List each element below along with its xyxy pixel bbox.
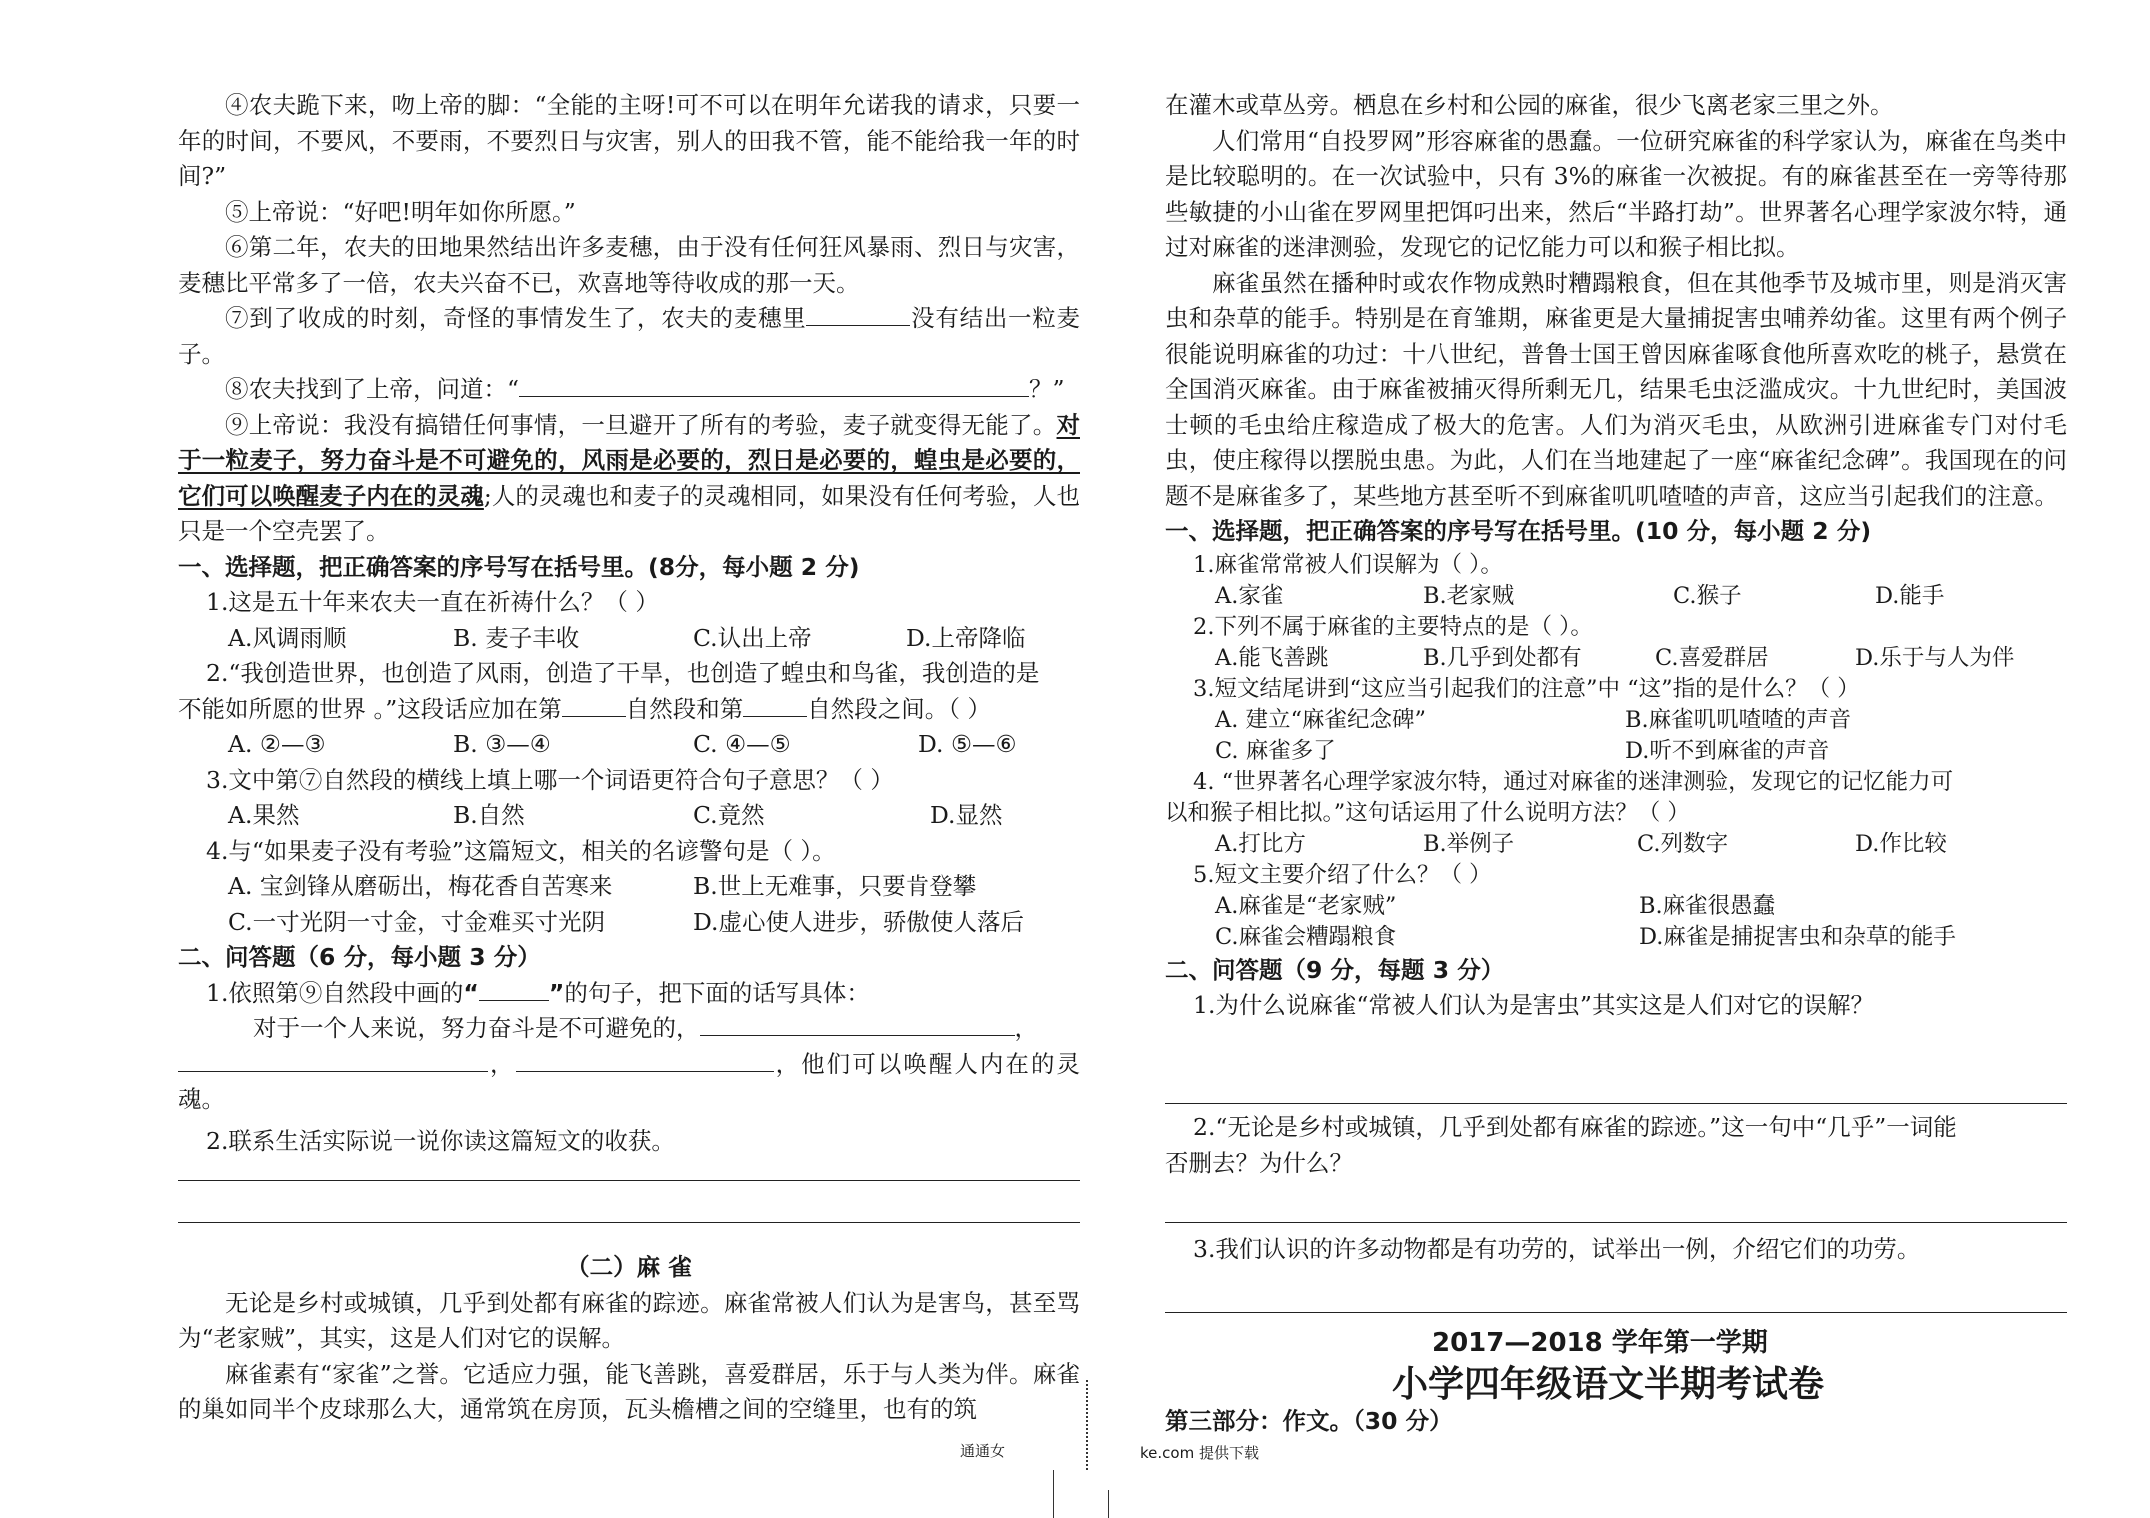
section-heading: 二、问答题（6 分，每小题 3 分） xyxy=(178,943,541,971)
option[interactable]: D.作比较 xyxy=(1855,830,1947,857)
answer-line[interactable] xyxy=(178,1222,1080,1223)
exam-year: 2017—2018 学年第一学期 xyxy=(1432,1328,1768,1358)
options-row xyxy=(1165,922,2067,953)
option[interactable]: A.能飞善跳 xyxy=(1215,644,1329,671)
left-column xyxy=(178,88,1080,1159)
choice-questions xyxy=(1165,550,2067,953)
question-2: 2.下列不属于麻雀的主要特点的是（ ）。 xyxy=(1193,613,1593,640)
paragraph-9: ⑨上帝说：我没有搞错任何事情，一旦避开了所有的考验，麦子就变得无能了。对于一粒麦子，努力奋斗是不可避免的，风雨是必要的，烈日是必要的，蝗虫是必要的，它们可以唤醒麦子内在的灵魂;人的灵魂也和麦子的灵魂相同，如果没有任何考验，人也只是一个空壳罢了。 xyxy=(178,410,1081,545)
paragraph-7: ⑦到了收成的时刻，奇怪的事情发生了，农夫的麦穗里 没有结出一粒麦子。 xyxy=(178,301,1080,372)
divider-line xyxy=(1053,1470,1054,1518)
option[interactable]: D.听不到麻雀的声音 xyxy=(1625,737,1830,764)
question-2-cont: 不能如所愿的世界 。”这段话应加在第 自然段和第 自然段之间。（ ） xyxy=(178,692,1080,728)
option[interactable]: C. 麻雀多了 xyxy=(1215,737,1336,764)
option[interactable]: A.家雀 xyxy=(1215,582,1284,609)
option[interactable]: D.虚心使人进步，骄傲使人落后 xyxy=(693,907,1024,936)
qa-1-line-2: ， ，他们可以唤醒人内在的灵魂。 xyxy=(178,1047,1080,1118)
underlined-sentence: 对于一粒麦子，努力奋斗是不可避免的，风雨是必要的，烈日是必要的，蝗虫是必要的，它们可以唤醒麦子内在的灵魂 xyxy=(178,410,1080,510)
blank-fill[interactable] xyxy=(743,692,807,717)
section-heading: 一、选择题，把正确答案的序号写在括号里。(10 分，每小题 2 分) xyxy=(1165,517,1872,545)
fold-line xyxy=(1086,1380,1088,1470)
paragraph-6: ⑥第二年，农夫的田地果然结出许多麦穗，由于没有任何狂风暴雨、烈日与灾害，麦穗比平常多了一倍，农夫兴奋不已，欢喜地等待收成的那一天。 xyxy=(178,233,1080,297)
option[interactable]: C.一寸光阴一寸金，寸金难买寸光阴 xyxy=(228,907,606,936)
question-4: 4. “世界著名心理学家波尔特，通过对麻雀的迷津测验，发现它的记忆能力可 xyxy=(1193,768,1954,795)
passage-paragraph: 在灌木或草丛旁。栖息在乡村和公园的麻雀，很少飞离老家三里之外。 xyxy=(1165,91,1894,119)
option[interactable]: D.上帝降临 xyxy=(906,623,1026,652)
question-4-cont: 以和猴子相比拟。”这句话运用了什么说明方法？（ ） xyxy=(1165,799,1690,826)
question-1: 1.这是五十年来农夫一直在祈祷什么？（ ） xyxy=(206,588,659,616)
option[interactable]: C.认出上帝 xyxy=(693,623,812,652)
option[interactable]: C.列数字 xyxy=(1637,830,1729,857)
answer-line[interactable] xyxy=(1165,1312,2067,1313)
answer-line[interactable] xyxy=(1165,1222,2067,1223)
passage-2 xyxy=(178,1250,1080,1428)
page-footer: ke.com 提供下载 xyxy=(1140,1444,1259,1462)
option[interactable]: B.老家贼 xyxy=(1423,582,1515,609)
answer-line[interactable] xyxy=(178,1180,1080,1181)
option[interactable]: C.麻雀会糟蹋粮食 xyxy=(1215,923,1397,950)
option[interactable]: D.显然 xyxy=(930,801,1003,829)
option[interactable]: A.麻雀是“老家贼” xyxy=(1215,892,1397,919)
question-1: 1.麻雀常常被人们误解为（ ）。 xyxy=(1193,551,1503,578)
option[interactable]: B.麻雀很愚蠢 xyxy=(1639,892,1776,919)
option[interactable]: C.猴子 xyxy=(1673,582,1742,609)
section-heading: 一、选择题，把正确答案的序号写在括号里。(8分，每小题 2 分) xyxy=(178,552,860,581)
question-3: 3.文中第⑦自然段的横线上填上哪一个词语更符合句子意思？（ ） xyxy=(206,765,894,794)
blank-fill[interactable] xyxy=(806,301,910,326)
options-row xyxy=(1165,705,2067,736)
option[interactable]: D. ⑤—⑥ xyxy=(918,730,1017,758)
blank-fill[interactable] xyxy=(519,372,1029,397)
option[interactable]: C.竟然 xyxy=(693,801,765,829)
exam-title: 小学四年级语文半期考试卷 xyxy=(1392,1363,1825,1405)
right-column xyxy=(1165,88,2067,1024)
part-three-heading: 第三部分：作文。（30 分） xyxy=(1165,1407,1453,1435)
option[interactable]: A.果然 xyxy=(228,801,300,829)
qa-question-2: 2.“无论是乡村或城镇，几乎到处都有麻雀的踪迹。”这一句中“几乎”一词能 否删去？为什么？ xyxy=(1165,1113,1957,1177)
passage-paragraph: 人们常用“自投罗网”形容麻雀的愚蠢。一位研究麻雀的科学家认为，麻雀在鸟类中是比较聪明的。在一次试验中，只有 3%的麻雀一次被捉。有的麻雀甚至在一旁等待那些敏捷的小山雀在罗网里把饵叼出来，然后“半路打劫”。世界著名心理学家波尔特，通过对麻雀的迷津测验，发现它的记忆能力可以和猴子相比拟。 xyxy=(1165,126,2067,261)
page-footer: 通通女 xyxy=(960,1442,1006,1460)
options-row xyxy=(1165,643,2067,674)
passage-paragraph: 麻雀虽然在播种时或农作物成熟时糟蹋粮食，但在其他季节及城市里，则是消灭害虫和杂草的能手。特别是在育雏期，麻雀更是大量捕捉害虫哺养幼雀。这里有两个例子很能说明麻雀的功过：十八世纪，普鲁士国王曾因麻雀啄食他所喜欢吃的桃子，悬赏在全国消灭麻雀。由于麻雀被捕灭得所剩无几，结果毛虫泛滥成灾。十九世纪时，美国波士顿的毛虫给庄稼造成了极大的危害。人们为消灭毛虫，从欧洲引进麻雀专门对付毛虫，使庄稼得以摆脱虫患。为此，人们在当地建起了一座“麻雀纪念碑”。我国现在的问题不是麻雀多了，某些地方甚至听不到麻雀叽叽喳喳的声音，这应当引起我们的注意。 xyxy=(1165,268,2067,510)
passage-paragraph: 麻雀素有“家雀”之誉。它适应力强，能飞善跳，喜爱群居，乐于与人类为伴。麻雀的巢如同半个皮球那么大，通常筑在房顶，瓦头檐槽之间的空缝里，也有的筑 xyxy=(178,1359,1080,1423)
section-heading: 二、问答题（9 分，每题 3 分） xyxy=(1165,955,1505,984)
question-4: 4.与“如果麦子没有考验”这篇短文，相关的名谚警句是（ ）。 xyxy=(206,836,836,865)
paragraph-4: ④农夫跪下来，吻上帝的脚：“全能的主呀!可不可以在明年允诺我的请求，只要一年的时间，不要风，不要雨，不要烈日与灾害，别人的田我不管，能不能给我一年的时间?” xyxy=(178,91,1080,190)
answer-blank[interactable] xyxy=(178,1047,488,1072)
option[interactable]: A.打比方 xyxy=(1215,830,1306,857)
option[interactable]: B.举例子 xyxy=(1423,830,1515,857)
option[interactable]: A. ②—③ xyxy=(228,730,326,758)
blank-fill[interactable] xyxy=(479,976,549,1001)
option[interactable]: C. ④—⑤ xyxy=(693,730,791,758)
option[interactable]: A.风调雨顺 xyxy=(228,623,347,652)
options-row xyxy=(178,798,1080,834)
options-row xyxy=(178,905,1080,941)
option[interactable]: B.自然 xyxy=(453,801,525,829)
answer-blank[interactable] xyxy=(516,1047,774,1072)
option[interactable]: B.麻雀叽叽喳喳的声音 xyxy=(1625,706,1852,733)
options-row xyxy=(178,869,1080,905)
option[interactable]: D.乐于与人为伴 xyxy=(1855,644,2015,671)
qa-1-line: 对于一个人来说，努力奋斗是不可避免的， ， xyxy=(178,1011,1080,1047)
options-row xyxy=(1165,581,2067,612)
option[interactable]: D.麻雀是捕捉害虫和杂草的能手 xyxy=(1639,923,1956,950)
passage-paragraph: 无论是乡村或城镇，几乎到处都有麻雀的踪迹。麻雀常被人们认为是害鸟，甚至骂为“老家贼”，其实，这是人们对它的误解。 xyxy=(178,1288,1080,1352)
option[interactable]: B. 麦子丰收 xyxy=(453,623,580,652)
qa-question-3: 3.我们认识的许多动物都是有功劳的，试举出一例，介绍它们的功劳。 xyxy=(1193,1235,1921,1263)
options-row xyxy=(1165,736,2067,767)
question-3: 3.短文结尾讲到“这应当引起我们的注意”中 “这”指的是什么？（ ） xyxy=(1193,675,1860,702)
option[interactable]: B.几乎到处都有 xyxy=(1423,644,1582,671)
blank-fill[interactable] xyxy=(562,692,626,717)
option[interactable]: C.喜爱群居 xyxy=(1655,644,1769,671)
question-5: 5.短文主要介绍了什么？（ ） xyxy=(1193,861,1492,888)
option[interactable]: A. 建立“麻雀纪念碑” xyxy=(1215,706,1427,733)
answer-blank[interactable] xyxy=(700,1011,1015,1036)
qa-question-1: 1.依照第⑨自然段中画的“ ”的句子，把下面的话写具体： xyxy=(178,976,1080,1012)
option[interactable]: D.能手 xyxy=(1875,582,1945,609)
divider-line xyxy=(1108,1490,1109,1518)
qa-question-2: 2.联系生活实际说一说你读这篇短文的收获。 xyxy=(206,1126,675,1155)
option[interactable]: A. 宝剑锋从磨砺出，梅花香自苦寒来 xyxy=(228,872,613,900)
answer-line[interactable] xyxy=(1165,1103,2067,1104)
options-row xyxy=(178,727,1080,763)
paragraph-5: ⑤上帝说：“好吧!明年如你所愿。” xyxy=(225,197,576,226)
question-2: 2.“我创造世界，也创造了风雨，创造了干旱，也创造了蝗虫和鸟雀，我创造的是 xyxy=(206,659,1040,687)
passage-title: （二）麻 雀 xyxy=(566,1253,692,1281)
qa-question-1: 1.为什么说麻雀“常被人们认为是害虫”其实这是人们对它的误解？ xyxy=(1193,991,1874,1019)
options-row xyxy=(1165,829,2067,860)
option[interactable]: B.世上无难事，只要肯登攀 xyxy=(693,872,977,900)
option[interactable]: B. ③—④ xyxy=(453,730,551,758)
options-row xyxy=(1165,891,2067,922)
options-row xyxy=(178,621,1080,657)
paragraph-8: ⑧农夫找到了上帝，问道：“ ？” xyxy=(178,372,1080,408)
